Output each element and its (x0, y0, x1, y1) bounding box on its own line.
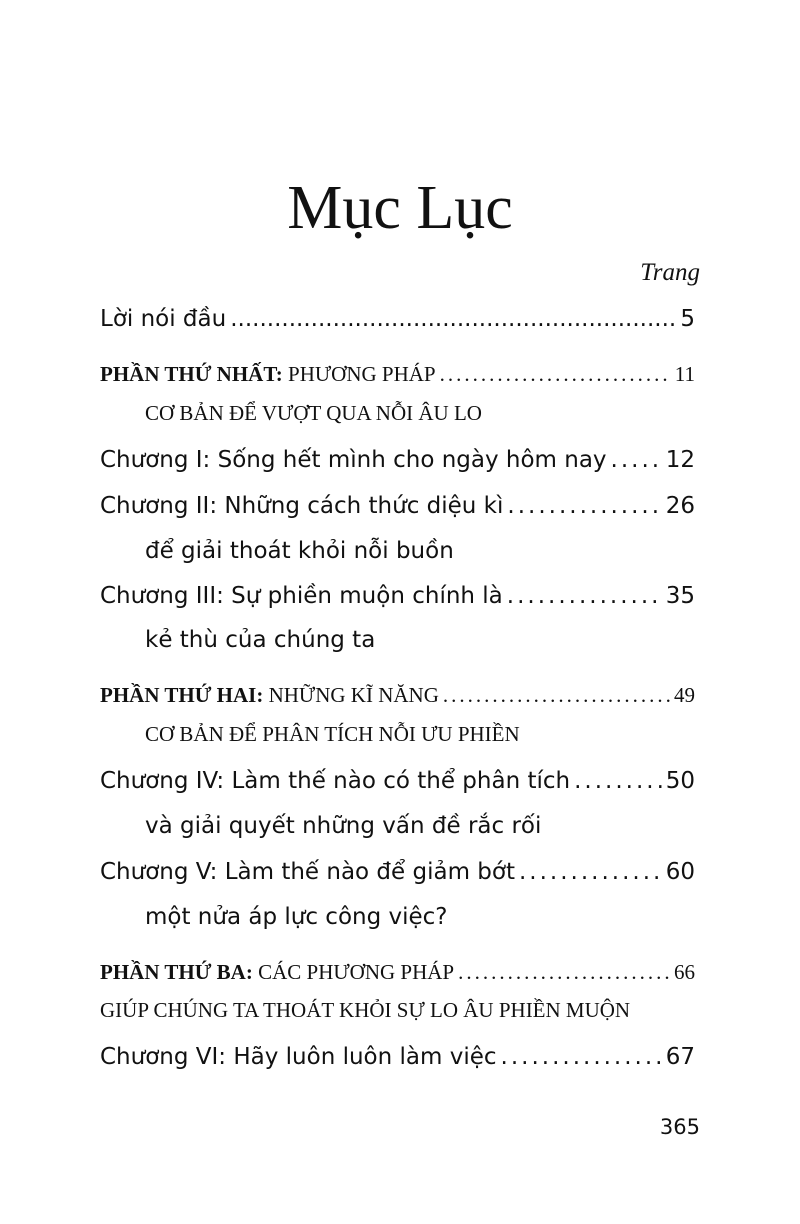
toc-entry-page: 67 (665, 1044, 695, 1070)
dot-leader (519, 855, 662, 889)
page-number: 365 (659, 1115, 700, 1139)
toc-entry-page: 26 (665, 493, 695, 519)
toc-entry-continuation: một nửa áp lực công việc? (145, 904, 448, 930)
toc-entry-chapter-2 (100, 489, 695, 523)
dot-leader (611, 443, 662, 477)
toc-entry-page: 12 (665, 447, 695, 473)
toc-entry-chapter-4 (100, 764, 695, 798)
toc-entry-continuation: để giải thoát khỏi nỗi buồn (145, 538, 454, 564)
toc-part-label: PHẦN THỨ HAI: (100, 683, 264, 707)
dot-leader (501, 1040, 662, 1074)
toc-entry-page: 35 (665, 583, 695, 609)
toc-entry-title: Chương I: Sống hết mình cho ngày hôm nay (100, 447, 607, 473)
toc-entry-title: CÁC PHƯƠNG PHÁP (258, 960, 455, 984)
page-column-label: Trang (640, 259, 700, 286)
toc-entry-continuation: CƠ BẢN ĐỂ PHÂN TÍCH NỖI ƯU PHIỀN (145, 722, 520, 746)
toc-entry-continuation: CƠ BẢN ĐỂ VƯỢT QUA NỖI ÂU LO (145, 401, 482, 425)
toc-entry-part-1 (100, 358, 695, 390)
toc-entry-title: Chương V: Làm thế nào để giảm bớt (100, 859, 515, 885)
toc-entry-part-2 (100, 679, 695, 711)
toc-part-label: PHẦN THỨ NHẤT: (100, 362, 283, 386)
dot-leader (507, 489, 661, 523)
toc-entry-chapter-5 (100, 855, 695, 889)
toc-entry-title: Lời nói đầu (100, 306, 227, 332)
toc-entry-chapter-1 (100, 443, 695, 477)
toc-entry-part-3 (100, 956, 695, 988)
toc-entry-page: 49 (674, 683, 695, 707)
page-title: Mục Lục (287, 174, 513, 242)
toc-entry-page: 66 (674, 960, 695, 984)
toc-entry-page: 60 (665, 859, 695, 885)
toc-entry-title: PHƯƠNG PHÁP (288, 362, 436, 386)
toc-entry-title: NHỮNG KĨ NĂNG (268, 683, 439, 707)
toc-entry-title: Chương IV: Làm thế nào có thể phân tích (100, 768, 571, 794)
toc-entry-chapter-3 (100, 579, 695, 613)
toc-entry-page: 11 (674, 362, 695, 386)
toc-entry-continuation: GIÚP CHÚNG TA THOÁT KHỎI SỰ LO ÂU PHIỀN MUỘN (100, 998, 631, 1022)
toc-entry-page: 50 (665, 768, 695, 794)
toc-entry-page: 5 (680, 306, 695, 332)
dot-leader (458, 956, 670, 988)
toc-entry-title: Chương III: Sự phiền muộn chính là (100, 583, 503, 609)
toc-entry-title: Chương VI: Hãy luôn luôn làm việc (100, 1044, 497, 1070)
dot-leader (230, 302, 676, 336)
toc-entry-continuation: và giải quyết những vấn đề rắc rối (145, 813, 542, 839)
toc-entry-chapter-6 (100, 1040, 695, 1074)
toc-entry-preface (100, 302, 695, 336)
toc-part-label: PHẦN THỨ BA: (100, 960, 253, 984)
toc-entry-continuation: kẻ thù của chúng ta (145, 627, 376, 653)
dot-leader (443, 679, 670, 711)
dot-leader (574, 764, 662, 798)
dot-leader (440, 358, 671, 390)
toc-entry-title: Chương II: Những cách thức diệu kì (100, 493, 504, 519)
dot-leader (507, 579, 662, 613)
